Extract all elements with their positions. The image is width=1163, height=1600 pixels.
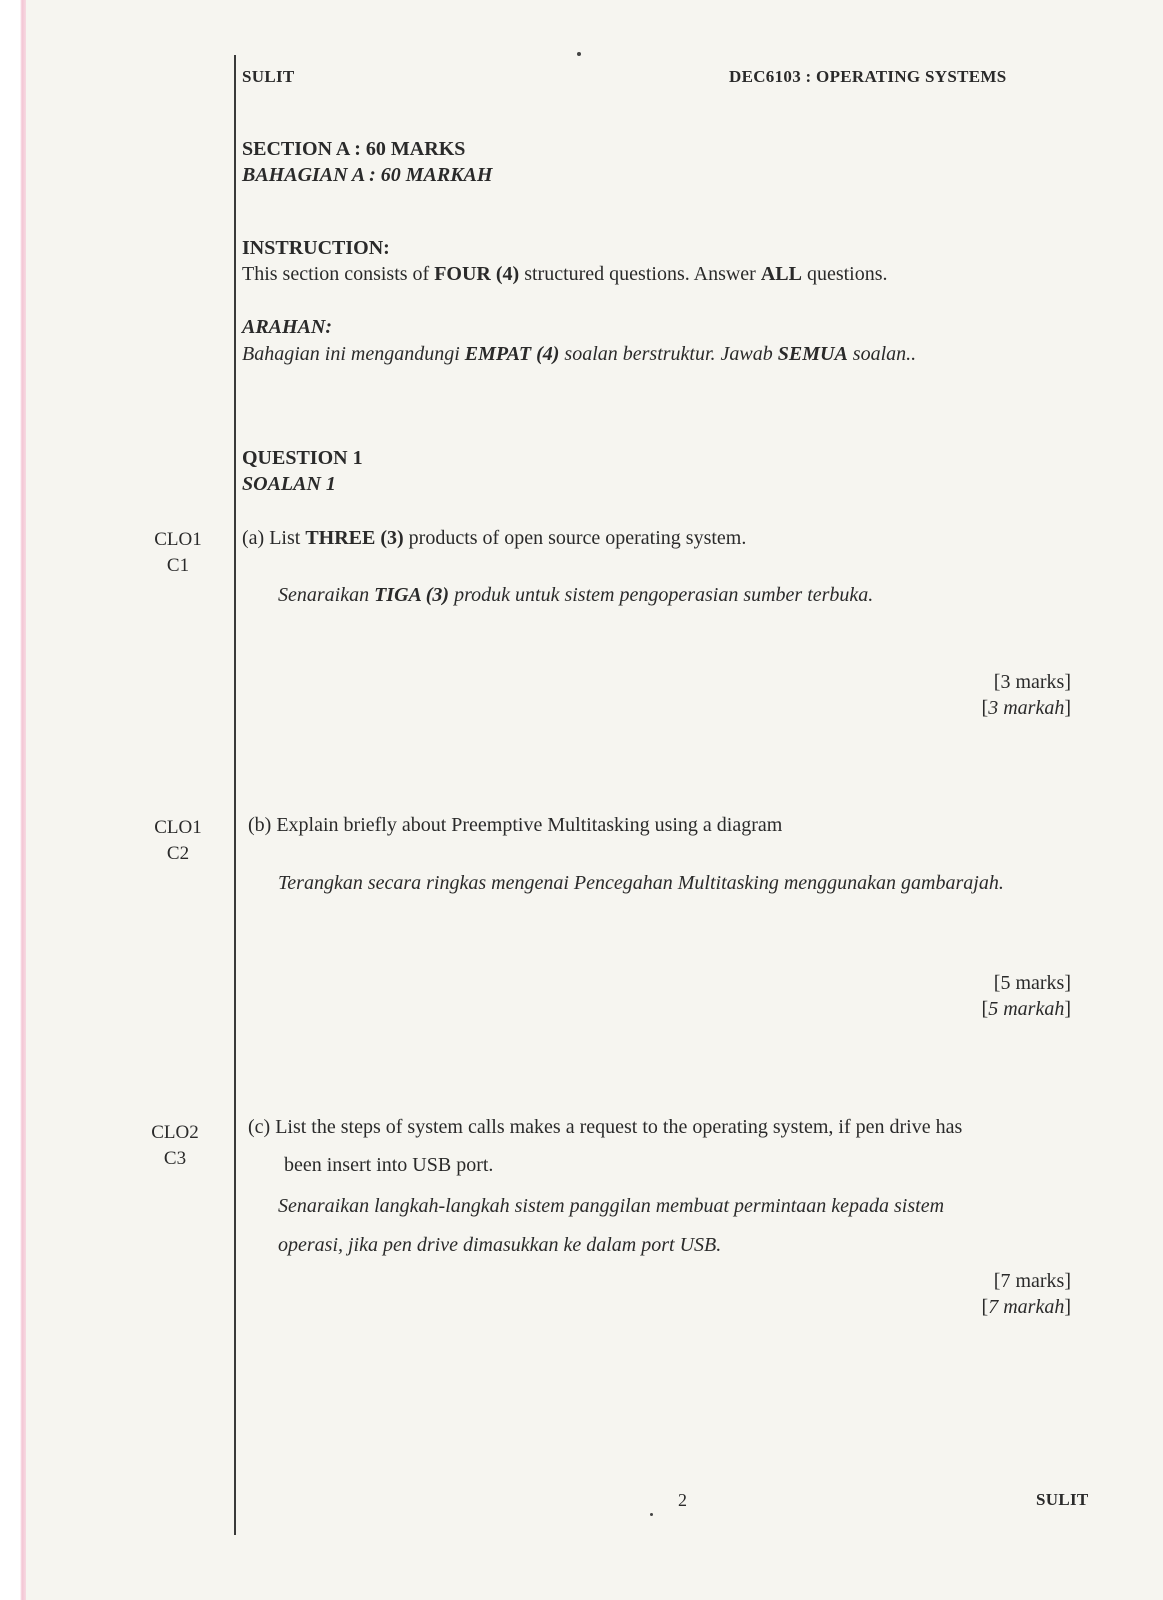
clo-label-a: CLO1 C1 [154,529,202,576]
question-a-text-ms: Senaraikan TIGA (3) produk untuk sistem pengoperasian sumber terbuka. [278,584,874,606]
question-b-text-ms: Terangkan secara ringkas mengenai Pencegahan Multitasking menggunakan gambarajah. [278,872,1004,894]
scan-speck [577,52,581,56]
section-title-ms: BAHAGIAN A : 60 MARKAH [242,164,493,186]
question-c-text-line2: been insert into USB port. [284,1154,494,1176]
instruction-heading-ms: ARAHAN: [242,316,333,338]
question-c-text-line1: (c) List the steps of system calls makes a request to the operating system, if pen drive has [248,1116,963,1138]
instruction-text-ms: Bahagian ini mengandungi EMPAT (4) soalan berstruktur. Jawab SEMUA soalan.. [242,343,917,365]
question-c-text-ms-line2: operasi, jika pen drive dimasukkan ke dalam port USB. [278,1234,722,1256]
margin-rule [234,55,236,1535]
header-left: SULIT [242,67,295,86]
question-b-text: (b) Explain briefly about Preemptive Multitasking using a diagram [248,814,783,836]
marks-a: [3 marks] [3 markah] [981,671,1071,719]
scan-speck [650,1513,653,1516]
instruction-text: This section consists of FOUR (4) structured questions. Answer ALL questions. [242,263,888,285]
question-a-text: (a) List THREE (3) products of open source operating system. [242,527,747,549]
footer-right: SULIT [1036,1490,1089,1509]
clo-label-c: CLO2 C3 [151,1122,199,1169]
page-edge [0,0,26,1600]
clo-label-b: CLO1 C2 [154,817,202,864]
instruction-heading: INSTRUCTION: [242,237,390,259]
page-number: 2 [678,1490,687,1510]
marks-c: [7 marks] [7 markah] [981,1270,1071,1318]
question-c-text-ms-line1: Senaraikan langkah-langkah sistem panggilan membuat permintaan kepada sistem [278,1195,945,1217]
question-title: QUESTION 1 [242,447,363,469]
question-title-ms: SOALAN 1 [242,473,336,495]
header-right: DEC6103 : OPERATING SYSTEMS [729,67,1007,86]
marks-b: [5 marks] [5 markah] [981,972,1071,1020]
section-title: SECTION A : 60 MARKS [242,138,466,160]
